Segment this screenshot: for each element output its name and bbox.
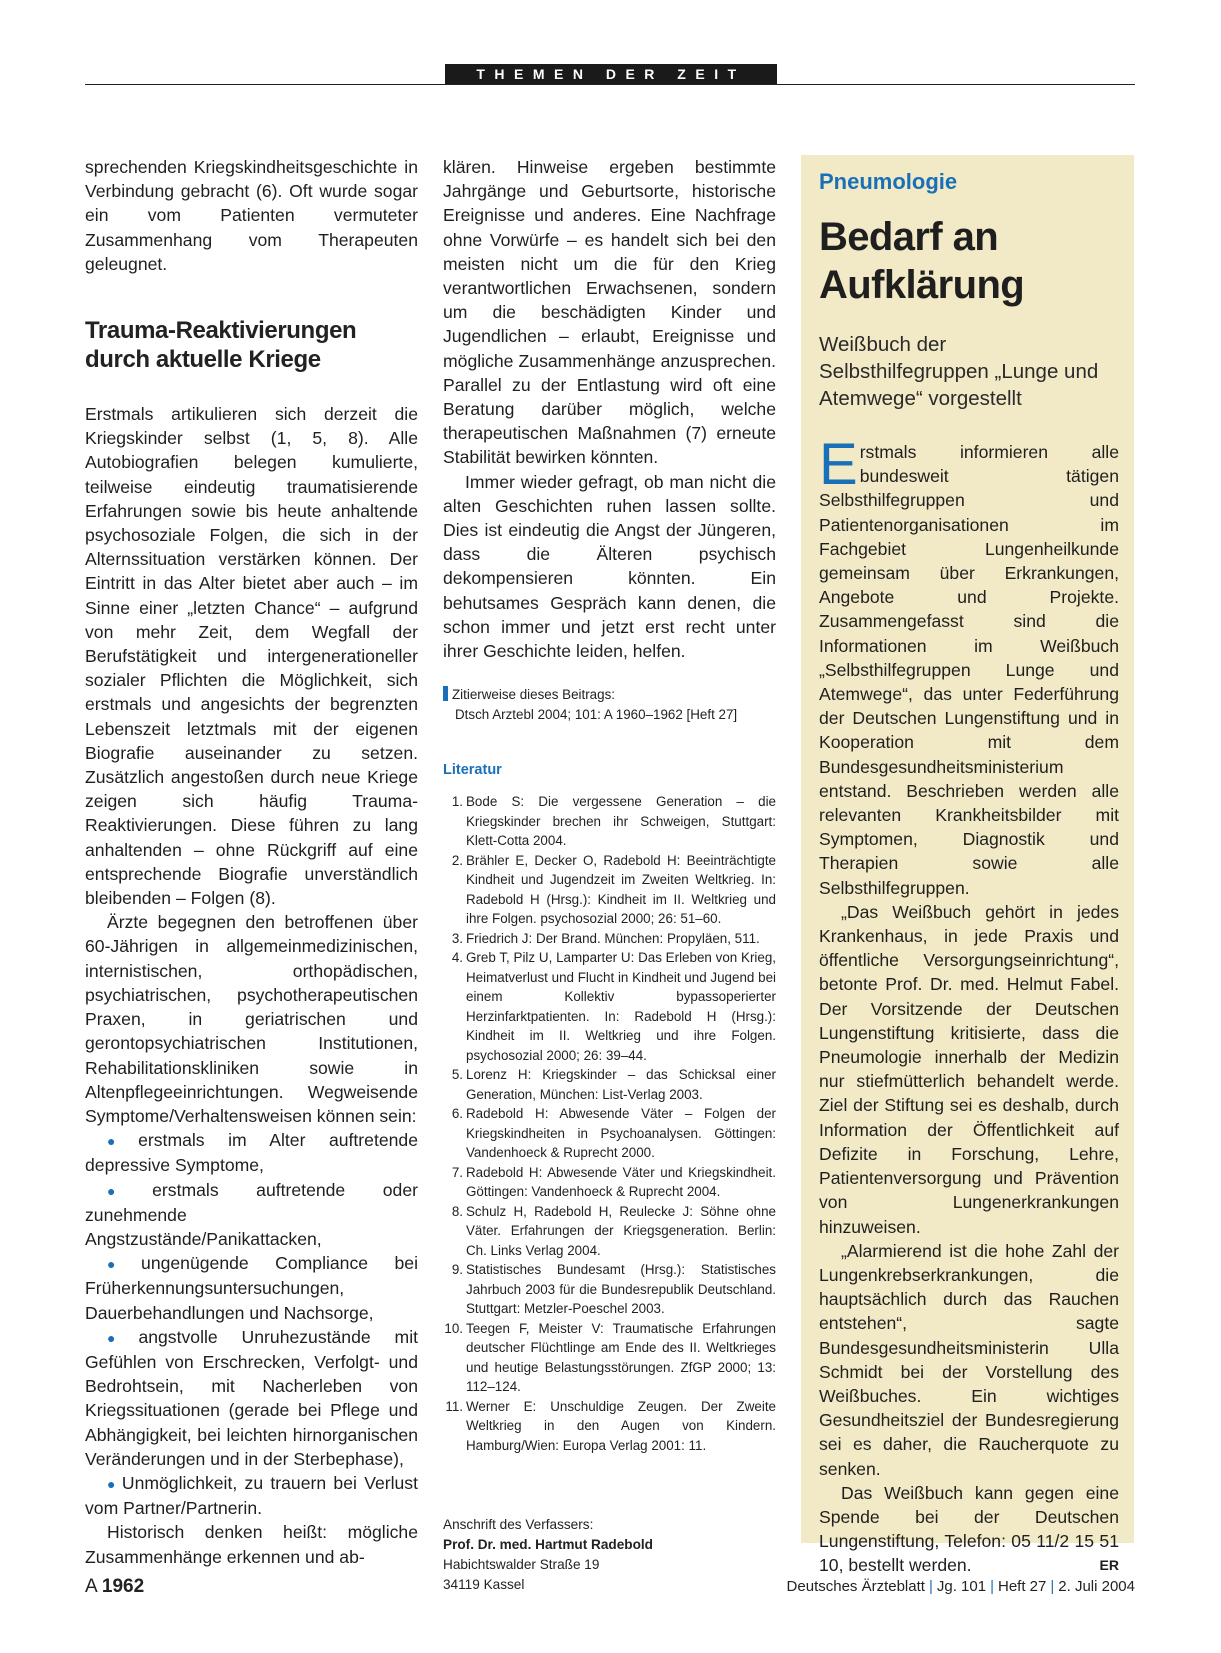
reference-item: 2. Brähler E, Decker O, Radebold H: Beeinträchtigte Kindheit und Jugendzeit im Zweiten Weltkrieg. In: Radebold H (Hrsg.): Kindheit im II. Weltkrieg und ihre Folgen. psychosozial 2000; 26: 51–60.	[451, 852, 776, 927]
bullet-item: ● erstmals auftretende oder zunehmende Angstzustände/Panikattacken,	[85, 1179, 418, 1249]
news-sidebar	[801, 155, 1134, 1576]
reference-item: 7. Radebold H: Abwesende Väter und Kriegskindheit. Göttingen: Vandenhoeck & Ruprecht 2004.	[451, 1164, 776, 1200]
address-city: 34119 Kassel	[443, 1577, 525, 1593]
paragraph: Das Weißbuch kann gegen eine Spende bei der Deutschen Lungenstiftung, Telefon: 05 11/2 15 51 10, bestellt werden. ER	[819, 1481, 1119, 1578]
section-rubric: THEMEN DER ZEIT	[445, 64, 777, 84]
paragraph: Erstmals informieren alle bundesweit tätigen Selbsthilfegruppen und Patientenorganisationen im Fachgebiet Lungenheilkunde gemeinsam über Erkrankungen, Angebote und Projekte. Zusammengefasst sind die Informationen im Weißbuch „Selbsthilfegruppen Lunge und Atemwege“, das unter Federführung der Deutschen Lungenstiftung und in Kooperation mit dem Bundesgesundheitsministerium entstand. Beschrieben werden alle relevanten Krankheitsbilder mit Symptomen, Diagnostik und Therapien sowie alle Selbsthilfegruppen.	[819, 432, 1119, 898]
literature-heading: Literatur	[443, 762, 502, 779]
reference-item: 9. Statistisches Bundesamt (Hrsg.): Statistisches Jahrbuch 2003 für die Bundesrepublik Deutschland. Stuttgart: Metzler-Poeschel 2003.	[451, 1262, 776, 1317]
citation-reference: Dtsch Arztebl 2004; 101: A 1960–1962 [Heft 27]	[455, 706, 738, 722]
sidebar-title: Bedarf an Aufklärung	[819, 215, 1025, 307]
drop-cap: E	[819, 432, 858, 497]
paragraph: Immer wieder gefragt, ob man nicht die alten Geschichten ruhen lassen sollte. Dies ist eindeutig die Angst der Jüngeren, dass die Älteren psychisch dekompensieren könnten. Ein behutsames Gespräch kann denen, die schon immer und jetzt erst recht unter ihrer Geschichte leiden, helfen.	[443, 471, 776, 662]
sidebar-kicker: Pneumologie	[819, 169, 958, 194]
bullet-item: ● erstmals im Alter auftretende depressive Symptome,	[85, 1130, 418, 1176]
citation-marker-icon	[443, 686, 448, 701]
reference-item: 8. Schulz H, Radebold H, Reulecke J: Söhne ohne Väter. Erfahrungen der Kriegsgeneration. Berlin: Ch. Links Verlag 2004.	[451, 1203, 776, 1258]
author-signature: ER	[1099, 1557, 1119, 1574]
citation-label: Zitierweise dieses Beitrags:	[452, 687, 615, 703]
bullet-icon: ●	[107, 1256, 138, 1273]
bullet-icon: ●	[107, 1133, 135, 1150]
journal-name: Deutsches Ärzteblatt	[786, 1578, 925, 1595]
page-footer	[85, 1576, 1135, 1600]
journal-info: Deutsches Ärzteblatt | Jg. 101 | Heft 27 | 2. Juli 2004	[786, 1578, 1135, 1595]
sidebar-body	[819, 432, 1119, 1578]
reference-item: 10. Teegen F, Meister V: Traumatische Erfahrungen deutscher Flüchtlinge am Ende des II. Weltkrieges und heutige Belastungsstörungen. ZfGP 2000; 13: 112–124.	[444, 1320, 776, 1395]
reference-item: 1. Bode S: Die vergessene Generation – die Kriegskinder brechen ihr Schweigen, Stuttgart: Klett-Cotta 2004.	[451, 794, 776, 849]
paragraph: Ärzte begegnen den betroffenen über 60-Jährigen in allgemeinmedizinischen, internistischen, orthopädischen, psychiatrischen, psychotherapeutischen Praxen, in geriatrischen und gerontopsychiatrischen Institutionen, Rehabilitationskliniken sowie in Altenpflegeeinrichtungen. Wegweisende Symptome/Verhaltensweisen können sein:	[85, 912, 418, 1126]
bullet-item: ● Unmöglichkeit, zu trauern bei Verlust vom Partner/Partnerin.	[85, 1472, 418, 1519]
page-number: A 1962	[85, 1576, 145, 1597]
paragraph: Erstmals artikulieren sich derzeit die Kriegskinder selbst (1, 5, 8). Alle Autobiografien belegen kumulierte, teilweise eindeutig traumatisierende Erfahrungen sowie bis heute anhaltende psychosoziale Folgen, die sich in der Alternssituation verstärken können. Der Eintritt in das Alter bietet aber auch – im Sinne einer „letzten Chance“ – aufgrund von mehr Zeit, dem Wegfall der Berufstätigkeit und intergenerationeller sozialer Pflichten die Möglichkeit, sich erstmals und angesichts der begrenzten Lebenszeit letztmals mit der eigenen Biografie auseinander zu setzen. Zusätzlich angestoßen durch neue Kriege zeigen sich häufig Trauma-Reaktivierungen. Diese führen zu lang anhaltenden – ohne Rückgriff auf eine entsprechende Biografie unverständlich bleibenden – Folgen (8).	[85, 404, 418, 909]
paragraph: „Das Weißbuch gehört in jedes Krankenhaus, in jede Praxis und öffentliche Versorgungseinrichtung“, betonte Prof. Dr. med. Helmut Fabel. Der Vorsitzende der Deutschen Lungenstiftung kritisierte, dass die Pneumologie innerhalb der Medizin nur stiefmütterlich behandelt werde. Ziel der Stiftung sei es deshalb, durch Information der Öffentlichkeit auf Defizite in Forschung, Lehre, Patientenversorgung und Prävention von Lungenerkrankungen hinzuweisen.	[819, 901, 1119, 1237]
reference-item: 5. Lorenz H: Kriegskinder – das Schicksal einer Generation, München: List-Verlag 2003.	[451, 1067, 776, 1102]
article-column-1	[85, 155, 418, 1569]
bullet-item: ● ungenügende Compliance bei Früherkennungsuntersuchungen, Dauerbehandlungen und Nachsorge,	[85, 1253, 418, 1323]
address-label: Anschrift des Verfassers:	[443, 1517, 594, 1533]
article-column-2	[443, 155, 776, 1595]
reference-item: 6. Radebold H: Abwesende Väter – Folgen der Kriegskindheiten in Psychoanalysen. Göttingen: Vandenhoeck & Ruprecht 2000.	[451, 1106, 776, 1161]
bullet-item: ● angstvolle Unruhezustände mit Gefühlen von Erschrecken, Verfolgt- und Bedrohtsein, mit Nacherleben von Kriegssituationen (gerade bei Pflege und Abhängigkeit, bei leichten hirnorganischen Veränderungen und in der Sterbephase),	[85, 1326, 418, 1469]
bullet-icon: ●	[107, 1475, 118, 1492]
section-heading: Trauma-Reaktivierungen durch aktuelle Kriege	[85, 317, 357, 374]
bullet-icon: ●	[107, 1329, 135, 1346]
reference-list	[443, 792, 776, 1455]
paragraph: „Alarmierend ist die hohe Zahl der Lungenkrebserkrankungen, die hauptsächlich durch das Rauchen entstehen“, sagte Bundesgesundheitsministerin Ulla Schmidt bei der Vorstellung des Weißbuches. Ein wichtiges Gesundheitsziel der Bundesregierung sei es daher, die Raucherquote zu senken.	[819, 1240, 1119, 1479]
journal-volume: Jg. 101	[936, 1578, 987, 1595]
paragraph: klären. Hinweise ergeben bestimmte Jahrgänge und Geburtsorte, historische Ereignisse und anderes. Eine Nachfrage ohne Vorwürfe – es handelt sich bei den meisten nicht um die für den Krieg verantwortlichen Erwachsenen, sondern um die beschädigten Kinder und Jugendlichen – erlaubt, Ereignisse und mögliche Zusammenhänge anzusprechen. Parallel zu der Entlastung wird oft eine Beratung darüber möglich, welche therapeutischen Maßnahmen (7) erneute Stabilität bewirken könnten.	[443, 157, 776, 468]
address-street: Habichtswalder Straße 19	[443, 1557, 600, 1573]
reference-item: 11. Werner E: Unschuldige Zeugen. Der Zweite Weltkrieg in den Augen von Kindern. Hamburg/Wien: Europa Verlag 2001: 11.	[445, 1398, 776, 1453]
journal-date: 2. Juli 2004	[1058, 1578, 1135, 1595]
paragraph: Historisch denken heißt: mögliche Zusammenhänge erkennen und ab-	[85, 1522, 418, 1567]
sidebar-subtitle: Weißbuch der Selbsthilfegruppen „Lunge und Atemwege“ vorgestellt	[819, 333, 1099, 410]
bullet-icon: ●	[107, 1182, 149, 1199]
paragraph: sprechenden Kriegskindheitsgeschichte in Verbindung gebracht (6). Oft wurde sogar ein vom Patienten vermuteter Zusammenhang vom Therapeuten geleugnet.	[85, 157, 418, 274]
journal-issue: Heft 27	[997, 1578, 1047, 1595]
reference-item: 3. Friedrich J: Der Brand. München: Propyläen, 511.	[451, 930, 760, 946]
citation-block	[443, 685, 776, 724]
author-name: Prof. Dr. med. Hartmut Radebold	[443, 1537, 653, 1553]
reference-item: 4. Greb T, Pilz U, Lamparter U: Das Erleben von Krieg, Heimatverlust und Flucht in Kindheit und Jugend bei einem Kollektiv bypassoperierter Herzinfarktpatienten. In: Radebold H (Hrsg.): Kindheit im II. Weltkrieg und ihre Folgen. psychosozial 2000; 26: 39–44.	[451, 950, 776, 1063]
